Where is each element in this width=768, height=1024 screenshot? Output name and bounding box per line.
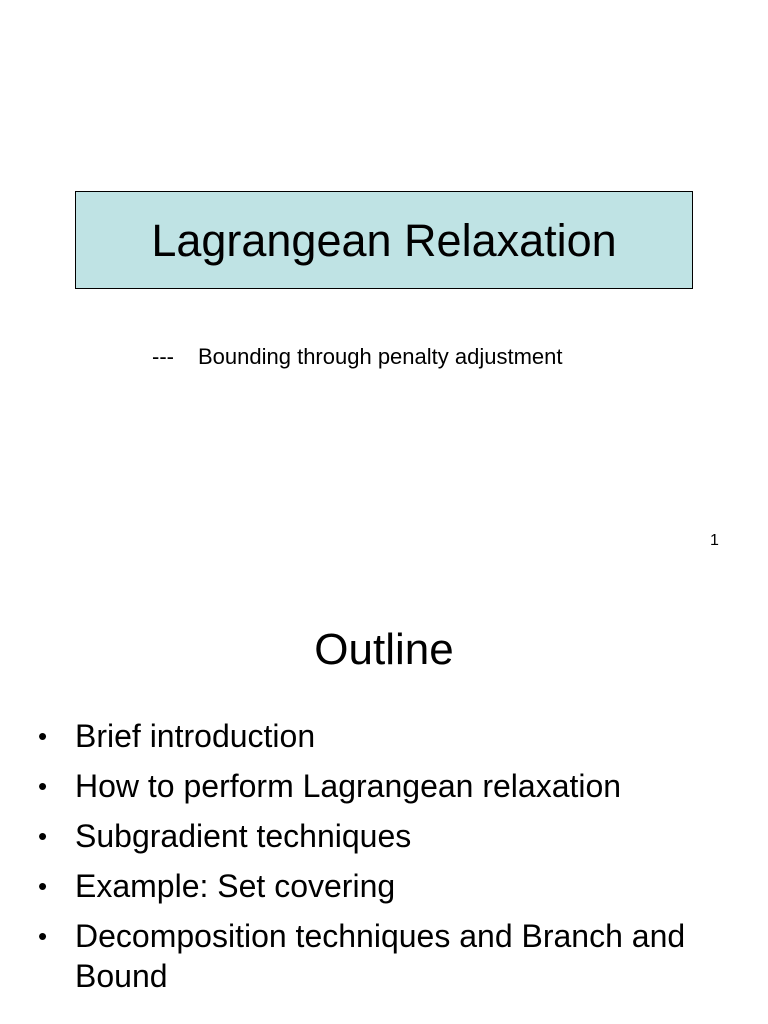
bullet-text: Decomposition techniques and Branch and Bound [75, 918, 686, 994]
list-item [38, 716, 728, 756]
list-item [38, 766, 728, 806]
list-item [38, 916, 728, 996]
bullet-text: Subgradient techniques [75, 818, 412, 854]
bullet-text: Example: Set covering [75, 868, 396, 904]
bullet-icon: • [38, 871, 48, 901]
bullet-text: Brief introduction [75, 718, 316, 754]
slide-title: Lagrangean Relaxation [151, 214, 617, 266]
subtitle-prefix: --- [152, 344, 174, 369]
subtitle-text: Bounding through penalty adjustment [198, 344, 563, 369]
page-number: 1 [710, 532, 719, 549]
bullet-text: How to perform Lagrangean relaxation [75, 768, 622, 804]
slide-2 [0, 576, 768, 1024]
bullet-icon: • [38, 721, 48, 751]
outline-title: Outline [314, 625, 454, 674]
slide-subtitle [152, 343, 562, 371]
bullet-icon: • [38, 921, 48, 951]
bullet-icon: • [38, 771, 48, 801]
title-box [75, 191, 693, 289]
list-item [38, 816, 728, 856]
list-item [38, 866, 728, 906]
bullet-icon: • [38, 821, 48, 851]
bullet-list [38, 716, 728, 1006]
